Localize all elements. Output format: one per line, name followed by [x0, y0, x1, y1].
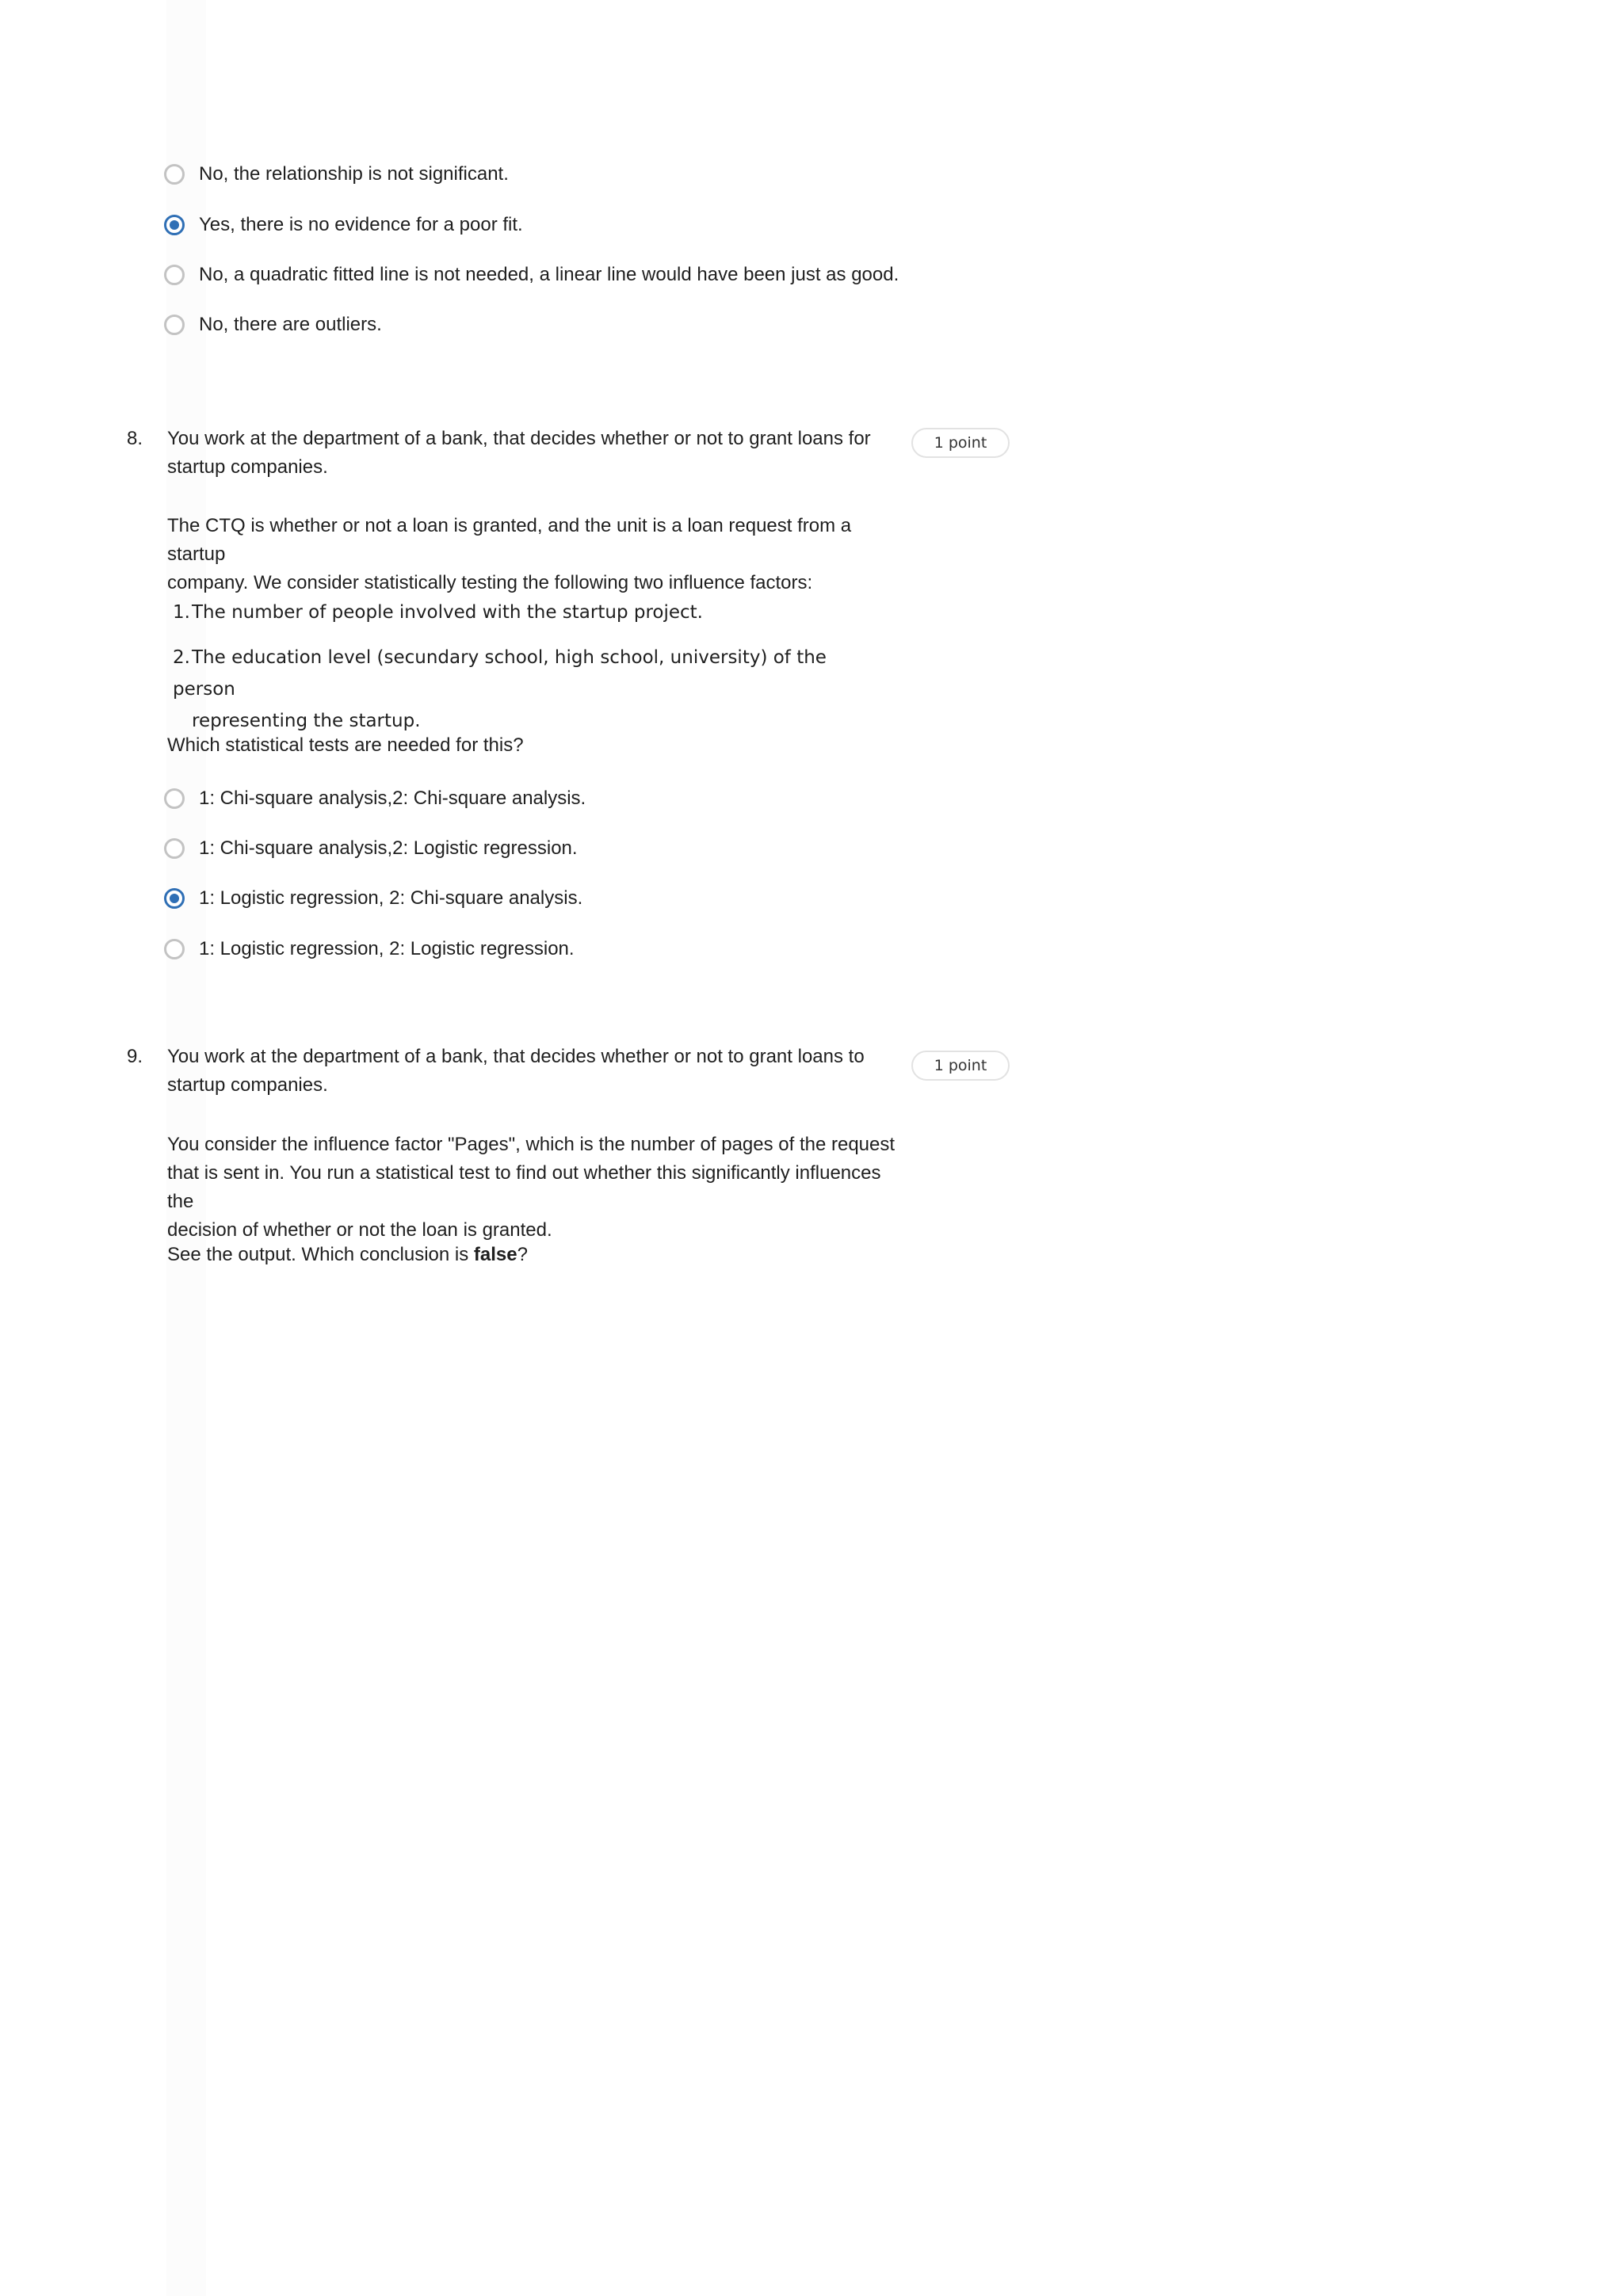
radio-unselected-icon[interactable]	[164, 838, 185, 859]
q8-option-2[interactable]	[164, 834, 578, 863]
question-9-prompt	[167, 1241, 904, 1269]
q8-option-1[interactable]	[164, 784, 586, 813]
list-number: 1.	[173, 602, 190, 623]
list-number: 2.	[173, 647, 190, 668]
pages-line: You consider the influence factor "Pages", which is the number of pages of the request	[167, 1134, 896, 1155]
intro-line: startup companies.	[167, 1074, 328, 1096]
radio-selected-icon[interactable]	[164, 888, 185, 909]
pages-line: decision of whether or not the loan is granted.	[167, 1219, 552, 1241]
question-8-prompt: Which statistical tests are needed for this?	[167, 734, 524, 756]
option-label: No, a quadratic fitted line is not needed, a linear line would have been just as good.	[199, 264, 899, 285]
option-label: Yes, there is no evidence for a poor fit.	[199, 214, 523, 235]
radio-unselected-icon[interactable]	[164, 315, 185, 335]
prompt-text: ?	[517, 1244, 528, 1265]
intro-line: You work at the department of a bank, that decides whether or not to grant loans for	[167, 428, 871, 449]
option-label: No, the relationship is not significant.	[199, 163, 509, 185]
intro-line: You work at the department of a bank, that decides whether or not to grant loans to	[167, 1046, 865, 1067]
ctq-line: company. We consider statistically testing the following two influence factors:	[167, 572, 813, 593]
option-label: 1: Chi-square analysis,2: Logistic regression.	[199, 837, 578, 859]
list-text: The education level (secundary school, high school, university) of the person	[173, 647, 827, 700]
question-number: 8.	[127, 428, 143, 449]
radio-unselected-icon[interactable]	[164, 939, 185, 959]
pages-line: that is sent in. You run a statistical test to find out whether this significantly influences the	[167, 1162, 881, 1212]
option-label: No, there are outliers.	[199, 314, 382, 335]
question-number: 9.	[127, 1046, 143, 1067]
option-label: 1: Logistic regression, 2: Chi-square analysis.	[199, 887, 583, 909]
question-8-ctq	[167, 512, 904, 597]
option-label: 1: Logistic regression, 2: Logistic regression.	[199, 938, 575, 959]
radio-unselected-icon[interactable]	[164, 265, 185, 285]
radio-selected-icon[interactable]	[164, 215, 185, 235]
q8-option-3[interactable]	[164, 884, 582, 913]
points-badge: 1 point	[911, 428, 1010, 458]
q7-option-2[interactable]	[164, 211, 523, 239]
option-label: 1: Chi-square analysis,2: Chi-square analysis.	[199, 788, 586, 809]
question-9-pages	[167, 1131, 904, 1245]
q7-option-3[interactable]	[164, 261, 899, 289]
prompt-emphasis: false	[473, 1244, 517, 1265]
radio-unselected-icon[interactable]	[164, 164, 185, 185]
question-9-intro	[167, 1043, 904, 1100]
ctq-line: The CTQ is whether or not a loan is granted, and the unit is a loan request from a startup	[167, 515, 852, 565]
q7-option-1[interactable]	[164, 160, 509, 189]
factor-list-item	[173, 597, 886, 628]
radio-unselected-icon[interactable]	[164, 788, 185, 809]
list-text-continued: representing the startup.	[192, 711, 421, 731]
prompt-text: See the output. Which conclusion is	[167, 1244, 474, 1265]
q7-option-4[interactable]	[164, 311, 382, 339]
points-badge: 1 point	[911, 1051, 1010, 1081]
intro-line: startup companies.	[167, 456, 328, 478]
question-8-intro	[167, 425, 904, 482]
factor-list-item	[173, 642, 886, 737]
list-text: The number of people involved with the startup project.	[192, 602, 703, 623]
q8-option-4[interactable]	[164, 935, 575, 963]
